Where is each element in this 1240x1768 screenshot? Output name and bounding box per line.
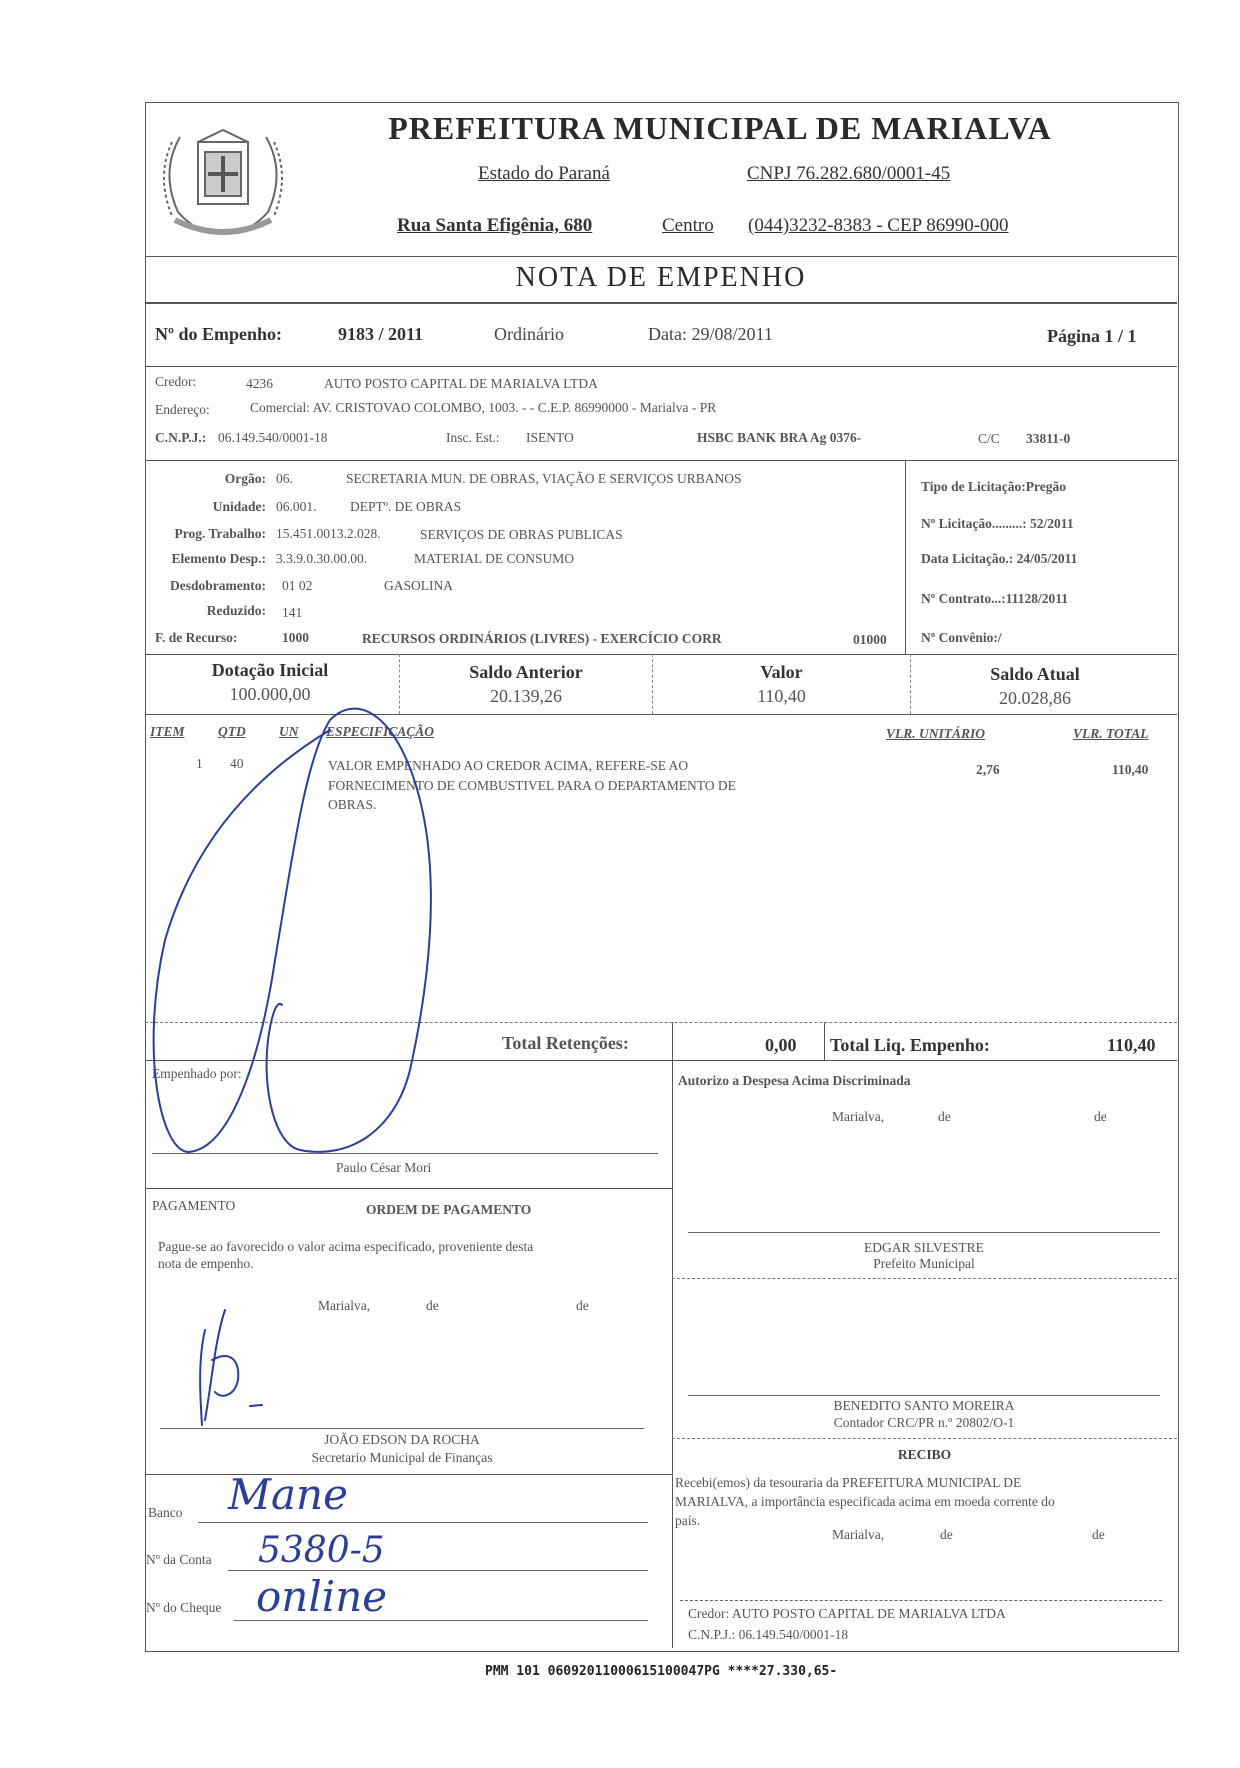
secretario-signature (200, 1310, 262, 1425)
retencoes-label: Total Retenções: (502, 1033, 629, 1053)
desd-label: Desdobramento: (170, 578, 266, 593)
bank-info: HSBC BANK BRA Ag 0376- (697, 430, 862, 445)
dotacao-label: Dotação Inicial (211, 660, 329, 680)
recibo-de-1: de (940, 1527, 953, 1542)
orgao-name: SECRETARIA MUN. DE OBRAS, VIAÇÃO E SERVIÇOS URBANOS (346, 471, 742, 486)
cnpj-label: CNPJ 76.282.680/0001-45 (747, 163, 951, 184)
prog-name: SERVIÇOS DE OBRAS PUBLICAS (420, 527, 623, 542)
valor-label: Valor (760, 662, 803, 682)
unidade-name: DEPTº. DE OBRAS (350, 499, 462, 514)
item-number: 1 (196, 756, 203, 771)
ordem-pagamento-label: ORDEM DE PAGAMENTO (366, 1202, 532, 1217)
liquido-value: 110,40 (1107, 1035, 1156, 1055)
cheque-label: Nº do Cheque (146, 1600, 222, 1615)
cc-label: C/C (978, 431, 1000, 446)
district-label: Centro (662, 215, 714, 236)
address-label: Rua Santa Efigênia, 680 (397, 215, 593, 236)
elem-code: 3.3.9.0.30.00.00. (276, 551, 368, 566)
credor-address: Comercial: AV. CRISTOVAO COLOMBO, 1003. - - C.E.P. 86990000 - Marialva - PR (250, 400, 717, 415)
autorizo-de-2: de (1094, 1109, 1107, 1124)
recibo-place: Marialva, (832, 1527, 885, 1542)
credor-label: Credor: (155, 374, 197, 389)
numero-convenio: Nº Convênio:/ (921, 630, 1002, 645)
dotacao-value: 100.000,00 (229, 684, 311, 704)
conta-handwritten-value: 5380-5 (258, 1530, 385, 1571)
recibo-text-3: país. (675, 1513, 701, 1528)
item-spec-line-2: FORNECIMENTO DE COMBUSTIVEL PARA O DEPARTAMENTO DE (328, 778, 736, 793)
contador-name: BENEDITO SANTO MOREIRA (833, 1398, 1015, 1413)
page-number: Página 1 / 1 (1047, 326, 1137, 346)
col-un: UN (279, 724, 299, 739)
col-spec: ESPECIFICAÇÃO (326, 724, 435, 739)
empenho-label: Nº do Empenho: (155, 324, 282, 344)
item-unit-price: 2,76 (976, 762, 1000, 777)
cc-value: 33811-0 (1026, 431, 1071, 446)
reduzido-value: 141 (282, 605, 303, 620)
prefeito-role: Prefeito Municipal (873, 1256, 975, 1271)
elem-label: Elemento Desp.: (171, 551, 266, 566)
item-total: 110,40 (1112, 762, 1149, 777)
data-licitacao: Data Licitação.: 24/05/2011 (921, 551, 1078, 566)
secretario-name: JOÃO EDSON DA ROCHA (324, 1432, 480, 1447)
saldo-atual-label: Saldo Atual (990, 664, 1080, 684)
recibo-label: RECIBO (897, 1447, 952, 1462)
numero-contrato: Nº Contrato...:11128/2011 (921, 591, 1068, 606)
empenhado-label: Empenhado por: (152, 1066, 242, 1081)
saldo-atual-value: 20.028,86 (999, 688, 1071, 708)
autorizo-label: Autorizo a Despesa Acima Discriminada (678, 1073, 911, 1088)
prefeito-name: EDGAR SILVESTRE (864, 1240, 984, 1255)
retencoes-value: 0,00 (765, 1035, 797, 1055)
orgao-label: Orgão: (224, 471, 266, 486)
reduzido-label: Reduzido: (206, 603, 266, 618)
credor-cnpj: 06.149.540/0001-18 (218, 430, 328, 445)
empenhado-name: Paulo César Mori (336, 1160, 432, 1175)
empenho-number: 9183 / 2011 (338, 324, 424, 344)
unidade-code: 06.001. (276, 499, 317, 514)
recibo-credor: Credor: AUTO POSTO CAPITAL DE MARIALVA LTDA (688, 1606, 1006, 1621)
contador-role: Contador CRC/PR n.º 20802/O-1 (833, 1415, 1015, 1430)
pagamento-de-2: de (576, 1298, 589, 1313)
elem-name: MATERIAL DE CONSUMO (414, 551, 575, 566)
address-field-label: Endereço: (155, 402, 210, 417)
empenho-date: Data: 29/08/2011 (648, 324, 773, 344)
credor-code: 4236 (246, 376, 273, 391)
pagamento-label: PAGAMENTO (152, 1198, 236, 1213)
numero-licitacao: Nº Licitação.........: 52/2011 (921, 516, 1074, 531)
fonte-num: 01000 (853, 632, 887, 647)
fonte-code: 1000 (282, 630, 309, 645)
col-item: ITEM (150, 724, 185, 739)
item-spec-line-3: OBRAS. (328, 797, 377, 812)
pagamento-text-1: Pague-se ao favorecido o valor acima especificado, proveniente desta (158, 1239, 534, 1254)
recibo-text-2: MARIALVA, a importância especificada acima em moeda corrente do (675, 1494, 1055, 1509)
item-qtd: 40 (230, 756, 244, 771)
cnpj-field-label: C.N.P.J.: (155, 430, 207, 445)
valor-value: 110,40 (757, 686, 806, 706)
insc-label: Insc. Est.: (446, 430, 500, 445)
recibo-cnpj: C.N.P.J.: 06.149.540/0001-18 (688, 1627, 849, 1642)
desd-code: 01 02 (282, 578, 313, 593)
rubric-signature (154, 709, 431, 1152)
org-title: PREFEITURA MUNICIPAL DE MARIALVA (388, 110, 1052, 146)
phone-cep-label: (044)3232-8383 - CEP 86990-000 (748, 215, 1009, 236)
liquido-label: Total Liq. Empenho: (830, 1035, 990, 1055)
prog-code: 15.451.0013.2.028. (276, 526, 381, 541)
fonte-label: F. de Recurso: (155, 630, 238, 645)
recibo-de-2: de (1092, 1527, 1105, 1542)
pagamento-place: Marialva, (318, 1298, 371, 1313)
col-unit: VLR. UNITÁRIO (886, 726, 986, 741)
col-total: VLR. TOTAL (1073, 726, 1149, 741)
document-title: NOTA DE EMPENHO (515, 262, 807, 293)
empenho-type: Ordinário (494, 324, 564, 344)
desd-name: GASOLINA (384, 578, 453, 593)
autorizo-de-1: de (938, 1109, 951, 1124)
autorizo-place: Marialva, (832, 1109, 885, 1124)
cheque-handwritten-value: online (256, 1572, 388, 1621)
col-qtd: QTD (218, 724, 246, 739)
saldo-anterior-value: 20.139,26 (490, 686, 562, 706)
insc-value: ISENTO (526, 430, 574, 445)
pagamento-de-1: de (426, 1298, 439, 1313)
banco-label: Banco (148, 1505, 183, 1520)
conta-label: Nº da Conta (146, 1552, 212, 1567)
item-spec-line-1: VALOR EMPENHADO AO CREDOR ACIMA, REFERE-SE AO (328, 758, 689, 773)
credor-name: AUTO POSTO CAPITAL DE MARIALVA LTDA (324, 376, 598, 391)
prog-label: Prog. Trabalho: (174, 526, 266, 541)
orgao-code: 06. (276, 471, 293, 486)
tipo-licitacao: Tipo de Licitação:Pregão (921, 479, 1066, 494)
footer-code: PMM 101 06092011000615100047PG ****27.330,65- (485, 1664, 838, 1679)
state-label: Estado do Paraná (478, 163, 610, 184)
banco-handwritten-value: Mane (228, 1470, 348, 1519)
recibo-text-1: Recebi(emos) da tesouraria da PREFEITURA MUNICIPAL DE (675, 1475, 1022, 1490)
unidade-label: Unidade: (212, 499, 266, 514)
secretario-role: Secretario Municipal de Finanças (311, 1450, 493, 1465)
fonte-name: RECURSOS ORDINÁRIOS (LIVRES) - EXERCÍCIO CORR (362, 631, 722, 646)
saldo-anterior-label: Saldo Anterior (469, 662, 583, 682)
pagamento-text-2: nota de empenho. (158, 1256, 254, 1271)
